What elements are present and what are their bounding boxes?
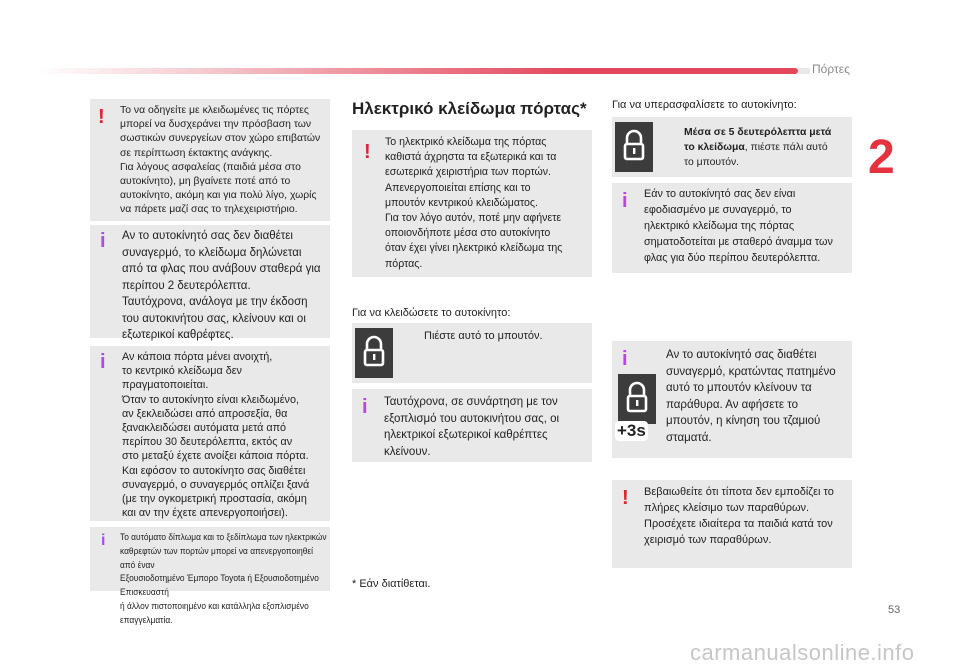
hold-3s-badge: +3s — [617, 421, 646, 440]
exclamation-icon: ! — [622, 487, 629, 509]
superlock-step-rest: , πιέστε πάλι αυτό το μπουτόν. — [684, 142, 828, 168]
lock-step-box — [352, 323, 592, 383]
info-door-open-text: Αν κάποια πόρτα μένει ανοιχτή, το κεντρικό κλείδωμα δεν πραγματοποιείται. Όταν το αυτοκίνητο είναι κλειδωμένο, αν ξεκλειδώσει από απροσεξία, θα ξανακλειδώσει αυτόματα μετά από περίπου 30 δευτερόλεπτα, εκτός αν στο μεταξύ έχετε ανοίξει κάποια πόρτα. Και εφόσον το αυτοκίνητο σας διαθέτει συναγερμό, ο συναγερμός οπλίζει ξανά (με την ογκομετρική προστασία, ακόμη και αν την έχετε απενεργοποιήσει). — [122, 351, 310, 520]
header-accent-bar — [38, 68, 798, 74]
warning-box-windows — [612, 480, 852, 568]
padlock-icon — [355, 328, 393, 378]
to-superlock-label: Για να υπερασφαλίσετε το αυτοκίνητο: — [612, 99, 797, 111]
section-title: Πόρτες — [812, 62, 850, 76]
info-mirrors-close-text: Ταυτόχρονα, σε συνάρτηση με τον εξοπλισμό του αυτοκινήτου σας, οι ηλεκτρικοί εξωτερικοί καθρέπτες κλείνουν. — [384, 396, 560, 458]
warning-electric-text: Το ηλεκτρικό κλείδωμα της πόρτας καθιστά άχρηστα τα εξωτερικά και τα εσωτερικά χειριστήρια των πορτών. Απενεργοποιείται επίσης και το μπουτόν κεντρικού κλειδώματος. Για τον λόγο αυτόν, ποτέ μην αφήνετε οποιονδήποτε μέσα στο αυτοκίνητο όταν έχει γίνει ηλεκτρικό κλείδωμα της πόρτας. — [385, 136, 563, 270]
header-bar-end — [798, 68, 810, 74]
padlock-icon — [618, 374, 656, 424]
info-box-no-alarm — [612, 183, 852, 273]
lock-button-image — [355, 328, 393, 378]
info-mirrors-text: Το αυτόματο δίπλωμα και το ξεδίπλωμα των ηλεκτρικών καθρεφτών των πορτών μπορεί να απενεργοποιηθεί από έναν Εξουσιοδοτημένο Έμπορο Toyota ή Εξουσιοδοτημένο Επισκευαστή ή άλλον πιστοποιημένο και κατάλληλα εξοπλισμένο επαγγελματία. — [120, 532, 327, 625]
exclamation-icon: ! — [364, 141, 371, 163]
warning-box-children — [90, 99, 330, 221]
superlock-step-box — [612, 117, 852, 177]
warning-box-electric-lock — [352, 130, 592, 277]
info-icon: i — [100, 230, 106, 252]
info-icon: i — [100, 351, 106, 373]
info-box-alarm-hold — [612, 341, 852, 458]
padlock-icon — [615, 122, 653, 172]
info-icon: i — [362, 396, 368, 418]
info-icon: i — [101, 532, 106, 549]
info-box-mirrors-close — [352, 389, 592, 462]
info-box-alarm-lock — [90, 225, 330, 341]
info-no-alarm-text: Εάν το αυτοκίνητό σας δεν είναι εφοδιασμένο με συναγερμό, το ηλεκτρικό κλείδωμα της πόρτας σηματοδοτείται με σταθερό άναμμα των φλας για δύο περίπου δευτερόλεπτα. — [644, 188, 833, 264]
to-lock-label: Για να κλειδώσετε το αυτοκίνητο: — [352, 307, 511, 319]
page-heading: Ηλεκτρικό κλείδωμα πόρτας* — [352, 99, 587, 118]
footnote: * Εάν διατίθεται. — [352, 578, 431, 590]
info-alarm-lock-text: Αν το αυτοκίνητό σας δεν διαθέτει συναγερμό, το κλείδωμα δηλώνεται από τα φλας που ανάβουν σταθερά για περίπου 2 δευτερόλεπτα. Ταυτόχρονα, ανάλογα με την έκδοση του αυτοκινήτου σας, κλείνουν και οι εξωτερικοί καθρέφτες. — [122, 230, 321, 341]
info-alarm-hold-text: Αν το αυτοκίνητό σας διαθέτει συναγερμό, κρατώντας πατημένο αυτό το μπουτόν κλείνουν τα παράθυρα. Αν αφήσετε το μπουτόν, η κίνηση του τζαμιού σταματά. — [666, 349, 836, 444]
info-box-mirrors — [90, 527, 330, 625]
info-icon: i — [622, 348, 628, 370]
watermark: carmanualsonline.info — [690, 640, 915, 665]
warning-windows-text: Βεβαιωθείτε ότι τίποτα δεν εμποδίζει το πλήρες κλείσιμο των παραθύρων. Προσέχετε ιδιαίτερα τα παιδιά κατά τον χειρισμό των παραθύρων. — [644, 486, 834, 546]
exclamation-icon: ! — [98, 106, 105, 128]
page-number: 53 — [888, 604, 901, 616]
info-box-door-open — [90, 346, 330, 521]
lock-button-image — [615, 122, 653, 172]
step-press-text: Πιέστε αυτό το μπουτόν. — [424, 330, 543, 342]
warning-children-text: Το να οδηγείτε με κλειδωμένες τις πόρτες μπορεί να δυσχεράνει την πρόσβαση των σωστικών συνεργείων στον χώρο επιβατών σε περίπτωση έκτακτης ανάγκης. Για λόγους ασφαλείας (παιδιά μέσα στο αυτοκίνητο), μη βγαίνετε ποτέ από το αυτοκίνητο, ακόμη και για πολύ λίγο, χωρίς να πάρετε μαζί σας το τηλεχειριστήριο. — [120, 105, 321, 216]
lock-button-image — [618, 374, 656, 424]
chapter-number: 2 — [868, 131, 895, 184]
info-icon: i — [622, 190, 628, 212]
superlock-step-bold: Μέσα σε 5 δευτερόλεπτα μετά το κλείδωμα — [684, 127, 832, 153]
superlock-step-text — [684, 125, 850, 170]
